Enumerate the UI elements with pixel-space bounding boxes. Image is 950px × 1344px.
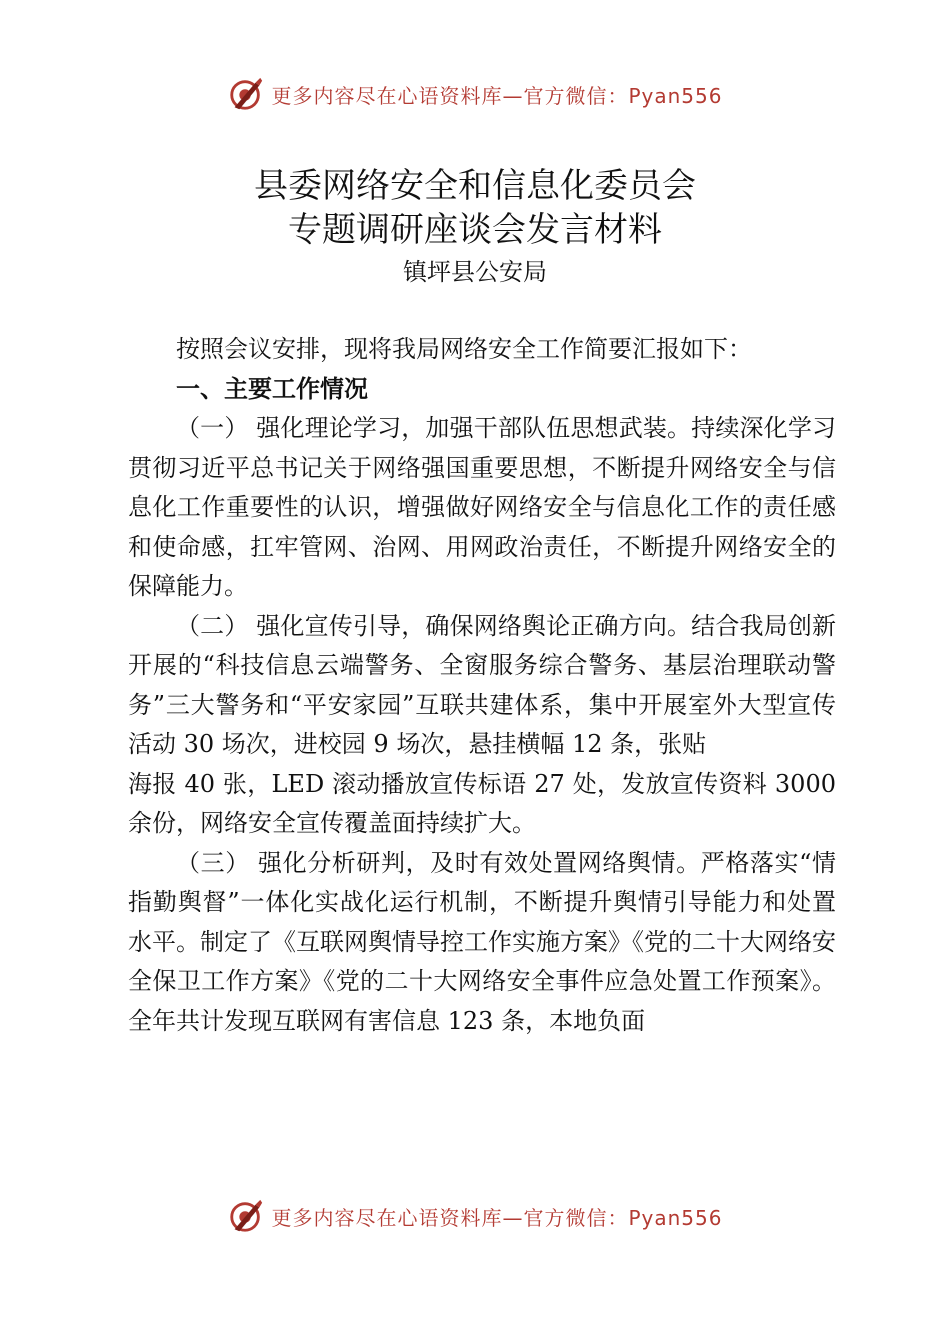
watermark-text: 更多内容尽在心语资料库—官方微信：Pyan556 — [271, 83, 723, 108]
paragraph-2: （二） 强化宣传引导，确保网络舆论正确方向。结合我局创新开展的“科技信息云端警务、全窗服务综合警务、基层治理联动警务”三大警务和“平安家园”互联共建体系，集中开展室外大型宣传活动 30 场次，进校园 9 场次，悬挂横幅 12 条，张贴 — [128, 611, 836, 758]
pen-logo-icon — [227, 75, 265, 113]
document-organization: 镇坪县公安局 — [403, 258, 547, 286]
paragraph-1: （一） 强化理论学习，加强干部队伍思想武装。持续深化学习贯彻习近平总书记关于网络强国重要思想，不断提升网络安全与信息化工作重要性的认识，增强做好网络安全与信息化工作的责任感和使命感，扛牢管网、治网、用网政治责任，不断提升网络安全的保障能力。 — [128, 414, 836, 600]
document-body — [128, 330, 836, 1041]
pen-logo-icon — [227, 1197, 265, 1235]
document-title-line1: 县委网络安全和信息化委员会 — [254, 166, 696, 206]
paragraph-2-continued: 海报 40 张，LED 滚动播放宣传标语 27 处，发放宣传资料 3000 余份，网络安全宣传覆盖面持续扩大。 — [128, 769, 836, 837]
document-title-line2: 专题调研座谈会发言材料 — [288, 210, 662, 250]
intro-paragraph: 按照会议安排，现将我局网络安全工作简要汇报如下： — [176, 335, 752, 363]
watermark-text: 更多内容尽在心语资料库—官方微信：Pyan556 — [271, 1205, 723, 1230]
watermark-banner-top — [0, 72, 950, 116]
section-heading: 一、主要工作情况 — [176, 374, 368, 403]
paragraph-3: （三） 强化分析研判，及时有效处置网络舆情。严格落实“情指勤舆督”一体化实战化运行机制，不断提升舆情引导能力和处置水平。制定了《互联网舆情导控工作实施方案》《党的二十大网络安全保卫工作方案》《党的二十大网络安全事件应急处置工作预案》。全年共计发现互联网有害信息 123 条，本地负面 — [128, 848, 836, 1035]
watermark-banner-bottom — [0, 1194, 950, 1238]
